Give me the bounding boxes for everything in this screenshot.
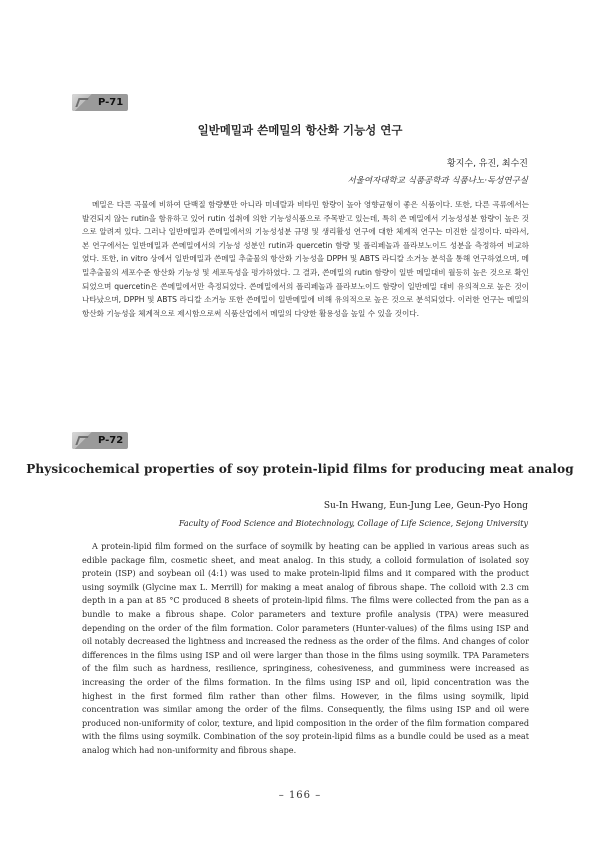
tag-corner-icon: [72, 94, 94, 111]
affiliation-ko: 서울여자대학교 식품공학과 식품나노·독성연구실: [347, 176, 528, 186]
abstract-title-en: Physicochemical properties of soy protein-lipid films for producing meat analog: [26, 462, 574, 476]
abstract-body-en: A protein-lipid film formed on the surface of soymilk by heating can be applied in various areas such as edible package film, cosmetic sheet, and meat analog. In this study, a colloid formulation of isolated soy protein (ISP) and soybean oil (4:1) was used to make protein-lipid films and it compared with the product using soymilk (Glycine max L. Merrill) for making a meat analog of fibrous shape. The colloid with 2.3 cm depth in a pan at 85 °C produced 8 sheets of protein-lipid films. The films were collected from the pan as a bundle to make a fibrous shape. Color parameters and texture profile analysis (TPA) were measured depending on the order of the film formation. Color parameters (Hunter-values) of the films using ISP and oil notably decreased the lightness and increased the redness as the order of the films. And changes of color differences in the films using ISP and oil were larger than those in the films using soymilk. TPA Parameters of the film such as hardness, resilience, springiness, cohesiveness, and gumminess were increased as increasing the order of the films formation. In the films using ISP and oil, lipid concentration was the highest in the first formed film rather than other films. However, in the films using soymilk, lipid concentration was similar among the order of the films. Consequently, the films using ISP and oil were produced non-uniformity of color, texture, and lipid composition in the order of the film formation compared with the films using soymilk. Combination of the soy protein-lipid films as a bundle could be used as a meat analog which had non-uniformity and fibrous shape.: [82, 541, 530, 755]
abstract-body-ko: 메밀은 다른 곡물에 비하여 단백질 함량뿐만 아니라 미네랄과 비타민 함량이 높아 영향균형이 좋은 식품이다. 또한, 다른 곡류에서는 발견되지 않는 rutin을 함유하고 있어 rutin 섭취에 의한 기능성식품으로 주목받고 있는데, 특히 쓴 메밀에서 기능성성분 함량이 높은 것으로 알려져 있다. 그러나 일반메밀과 쓴메밀에서의 기능성성분 규명 및 생리활성 연구에 대한 체계적 연구는 미진한 실정이다. 따라서, 본 연구에서는 일반메밀과 쓴메밀에서의 기능성 성분인 rutin과 quercetin 함량 및 폴리페놀과 플라보노이드 성분을 측정하여 비교하였다. 또한, in vitro 상에서 일반메밀과 쓴메밀 추출물의 항산화 기능성을 DPPH 및 ABTS 라디칼 소거능 분석을 통해 연구하였으며, 메밀추출물의 세포수준 항산화 기능성 및 세포독성을 평가하였다. 그 결과, 쓴메밀의 rutin 함량이 일반 메밀대비 월등히 높은 것으로 확인되었으며 quercetin은 쓴메밀에서만 측정되었다. 쓴메밀에서의 폴리페놀과 플라보노이드 함량이 일반메밀 대비 유의적으로 높은 것이 나타났으며, DPPH 및 ABTS 라디칼 소거능 또한 쓴메밀이 일반메밀에 비해 유의적으로 높은 것으로 분석되었다. 이러한 연구는 메밀의 항산화 기능성을 체계적으로 제시함으로써 식품산업에서 메밀의 다양한 활용성을 높일 수 있을 것이다.: [82, 200, 529, 318]
page-number: – 166 –: [278, 790, 322, 801]
authors-ko: 황지수, 유진, 최수진: [447, 159, 528, 169]
abstract-tag-p71: [72, 94, 128, 111]
abstract-tag-label: P-71: [98, 97, 124, 108]
affiliation-en: Faculty of Food Science and Biotechnology, Collage of Life Science, Sejong University: [178, 519, 528, 528]
tag-corner-icon: [72, 432, 94, 449]
abstract-tag-label: P-72: [98, 435, 124, 446]
authors-en: Su-In Hwang, Eun-Jung Lee, Geun-Pyo Hong: [323, 501, 528, 511]
abstract-tag-p72: [72, 432, 128, 449]
abstract-title-ko: 일반메밀과 쓴메밀의 항산화 기능성 연구: [197, 123, 403, 137]
